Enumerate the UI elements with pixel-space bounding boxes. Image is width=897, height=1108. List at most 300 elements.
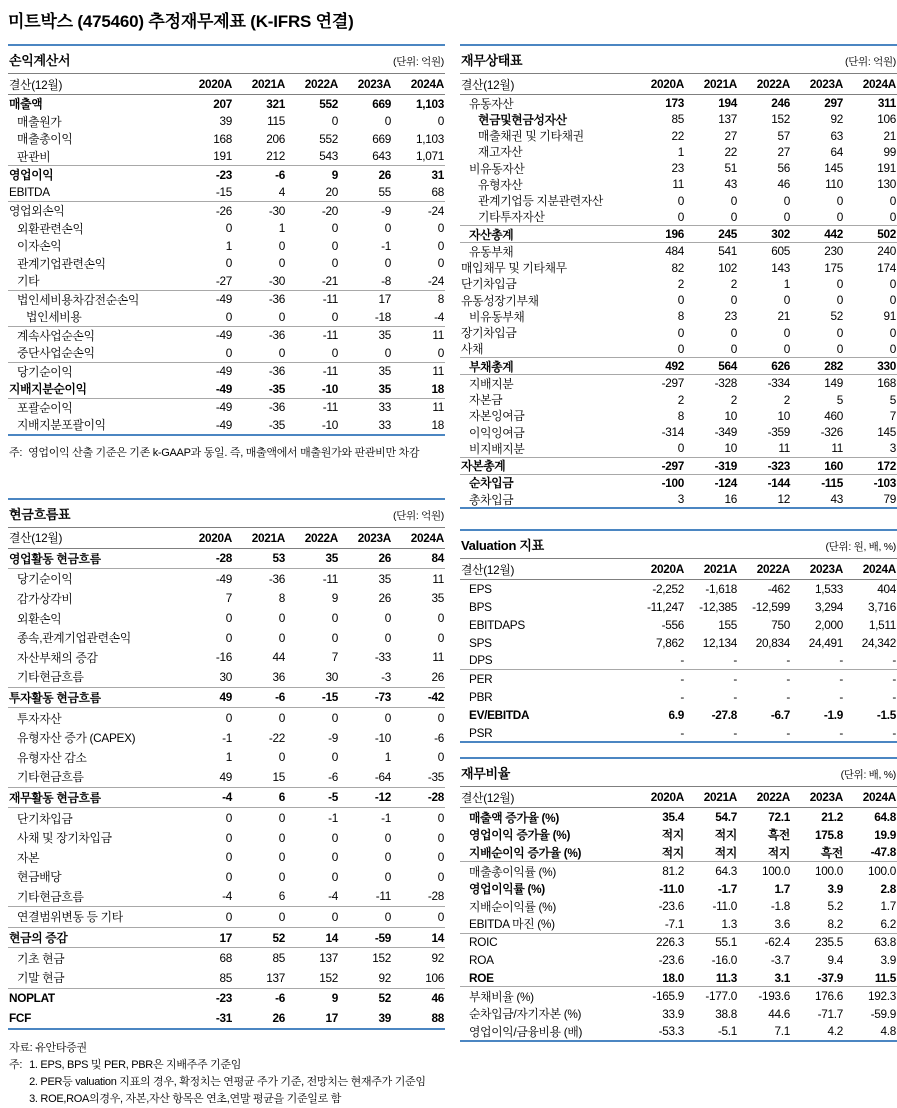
section-title: 재무비율 (461, 766, 511, 782)
cell-value: 6 (278, 790, 285, 805)
cell-value: - (680, 689, 684, 704)
cell-value: 194 (718, 96, 737, 111)
cell-value: 27 (777, 144, 790, 159)
cell-value: -11 (375, 889, 391, 904)
cell-value: -12,599 (752, 599, 790, 614)
cell-value: -35 (268, 417, 285, 432)
cell-value: - (786, 689, 790, 704)
table-row (8, 747, 445, 767)
cell-value: 0 (225, 345, 232, 360)
year-column-header: 2020A (650, 562, 684, 577)
section-title: 손익계산서 (9, 53, 71, 68)
table-row (460, 276, 897, 292)
cell-value: -30 (268, 203, 285, 218)
table-row (8, 947, 445, 968)
cell-value: 750 (771, 617, 790, 632)
cell-value: 4.8 (880, 1024, 896, 1039)
cell-value: 0 (437, 256, 444, 271)
table-row (8, 362, 445, 381)
cell-value: -11,247 (646, 599, 684, 614)
row-label: 자본잉여금 (469, 409, 525, 424)
cell-value: 35 (431, 591, 444, 606)
cell-value: 0 (384, 830, 391, 845)
cell-value: -319 (714, 458, 737, 473)
row-label: 이자손익 (17, 239, 62, 254)
cell-value: -20 (321, 203, 338, 218)
cell-value: - (839, 672, 843, 687)
cell-value: 1,511 (868, 617, 896, 632)
cell-value: 21 (883, 128, 896, 143)
row-label: FCF (9, 1010, 32, 1025)
cell-value: 5 (889, 392, 896, 407)
table-row (460, 861, 897, 880)
cell-value: 11 (432, 571, 444, 586)
cell-value: 0 (225, 309, 232, 324)
cell-value: 92 (431, 951, 444, 966)
row-label: 매입채무 및 기타채무 (461, 261, 567, 276)
cell-value: 26 (431, 669, 444, 684)
table-row (8, 148, 445, 166)
cell-value: 1 (677, 144, 684, 159)
cell-value: 0 (677, 341, 684, 356)
cell-value: 1,103 (415, 96, 444, 111)
cell-value: 3.9 (880, 952, 896, 967)
table-row (8, 255, 445, 273)
cell-value: 84 (431, 551, 444, 566)
cell-value: 0 (730, 293, 737, 308)
cell-value: 63.8 (874, 935, 896, 950)
cell-value: 0 (437, 909, 444, 924)
cell-value: 152 (319, 970, 338, 985)
cell-value: 91 (883, 309, 896, 324)
cell-value: 1.3 (721, 916, 737, 931)
cell-value: 0 (783, 293, 790, 308)
cell-value: 0 (278, 309, 285, 324)
notes-block (9, 1057, 445, 1108)
cell-value: - (733, 653, 737, 668)
year-column-header: 2021A (251, 530, 285, 545)
cell-value: 0 (225, 811, 232, 826)
cell-value: 16 (724, 492, 737, 507)
cell-value: 17 (325, 1010, 338, 1025)
cell-value: 0 (730, 209, 737, 224)
cell-value: 1,071 (415, 149, 444, 164)
financial-ratios-table (460, 757, 897, 1042)
table-row (460, 424, 897, 440)
row-label: 순차입금 (469, 476, 514, 491)
cell-value: 46 (431, 991, 444, 1006)
cell-value: 552 (319, 131, 338, 146)
table-row (8, 906, 445, 927)
cell-value: 0 (836, 209, 843, 224)
cell-value: 49 (219, 769, 232, 784)
row-label: 유동부채 (469, 244, 514, 259)
cell-value: 0 (437, 830, 444, 845)
cell-value: 8 (437, 292, 444, 307)
cell-value: 0 (278, 811, 285, 826)
year-column-header: 2023A (809, 77, 843, 91)
cell-value: 15 (272, 769, 285, 784)
cell-value: 3,294 (814, 599, 843, 614)
row-label: 매출총이익 (17, 132, 73, 147)
cell-value: 19.9 (874, 827, 896, 842)
cell-value: 102 (718, 260, 737, 275)
cell-value: 33.9 (662, 1006, 684, 1021)
cell-value: 33 (378, 400, 391, 415)
row-label: 사채 및 장기차입금 (17, 831, 112, 846)
row-label: 유형자산 감소 (17, 750, 87, 765)
cell-value: 64.8 (874, 810, 896, 825)
row-label: 매출원가 (17, 114, 62, 129)
cell-value: -177.0 (705, 989, 737, 1004)
cell-value: -35 (427, 769, 444, 784)
table-row (8, 728, 445, 748)
cell-value: - (892, 672, 896, 687)
cell-value: 53 (272, 551, 285, 566)
table-header (8, 46, 445, 74)
cell-value: -8 (381, 273, 391, 288)
table-row (460, 325, 897, 341)
row-label: 지배순이익률 (%) (469, 899, 556, 914)
row-label: 지배지분 (469, 376, 514, 391)
cell-value: -23.6 (658, 952, 684, 967)
cell-value: 2,000 (814, 617, 843, 632)
unit-label: (단위: 억원) (393, 509, 444, 522)
source-line: 자료: 유안타증권 (9, 1041, 87, 1054)
table-row (460, 474, 897, 491)
cell-value: -24 (427, 273, 444, 288)
cell-value: 6.9 (668, 707, 684, 722)
cell-value: -49 (215, 400, 232, 415)
year-column-header: 2021A (703, 790, 737, 805)
cell-value: -4 (434, 309, 444, 324)
cell-value: 0 (783, 209, 790, 224)
cell-value: -42 (427, 690, 444, 705)
table-row (460, 951, 897, 969)
cell-value: -28 (215, 551, 232, 566)
cell-value: -15 (321, 690, 338, 705)
table-row (460, 669, 897, 688)
cell-value: -9 (328, 730, 338, 745)
cell-value: -10 (321, 381, 338, 396)
row-label: 이익잉여금 (469, 425, 525, 440)
table-row (8, 308, 445, 326)
cell-value: 0 (384, 909, 391, 924)
cell-value: -36 (268, 328, 285, 343)
cell-value: 0 (278, 611, 285, 626)
row-label: 유형자산 증가 (CAPEX) (17, 731, 136, 746)
cell-value: -16 (215, 650, 232, 665)
table-row (460, 1005, 897, 1023)
cell-value: 0 (331, 221, 338, 236)
row-label: NOPLAT (9, 991, 55, 1006)
table-row (460, 491, 897, 507)
row-label: 투자자산 (17, 711, 62, 726)
table-row (460, 341, 897, 357)
cell-value: -326 (820, 425, 843, 440)
table-row (460, 634, 897, 652)
cell-value: 적지 (661, 845, 684, 860)
cell-value: 0 (889, 193, 896, 208)
cell-value: -6 (434, 730, 444, 745)
year-column-header: 2021A (251, 77, 285, 91)
cell-value: 0 (225, 221, 232, 236)
cell-value: 0 (889, 209, 896, 224)
cell-value: 100.0 (761, 864, 790, 878)
table-row (8, 95, 445, 113)
cell-value: 5.2 (827, 899, 843, 914)
row-label: 재무활동 현금흐름 (9, 790, 101, 805)
cell-value: 22 (724, 144, 737, 159)
cell-value: -1.9 (823, 707, 843, 722)
table-row (8, 398, 445, 417)
note-line: 3. ROE,ROA의경우, 자본,자산 항목은 연초,연말 평균을 기준일로 함 (29, 1092, 342, 1105)
cell-value: 226.3 (655, 935, 684, 950)
row-label: 매출액 증가율 (%) (469, 810, 559, 825)
cell-value: 192.3 (867, 989, 896, 1004)
cell-value: - (892, 725, 896, 740)
cell-value: -59.9 (870, 1006, 896, 1021)
cell-value: 230 (824, 244, 843, 259)
cell-value: 26 (272, 1010, 285, 1025)
row-label: EBITDA (9, 185, 50, 200)
cell-value: 0 (730, 325, 737, 340)
table-row (460, 933, 897, 952)
year-column-header: 2024A (410, 77, 444, 91)
cell-value: 0 (677, 441, 684, 456)
table-row (460, 808, 897, 826)
section-title: Valuation 지표 (461, 538, 544, 554)
cell-value: 7 (889, 408, 896, 423)
cell-value: 0 (278, 850, 285, 865)
cell-value: -6.7 (770, 707, 790, 722)
cell-value: 54.7 (715, 810, 737, 825)
table-row (460, 1023, 897, 1041)
cell-value: 43 (724, 177, 737, 192)
table-header (460, 531, 897, 559)
table-row (8, 667, 445, 687)
cell-value: -49 (215, 292, 232, 307)
table-row (460, 706, 897, 724)
cell-value: 0 (836, 276, 843, 291)
unit-label: (단위: 배, %) (840, 769, 896, 782)
cell-value: 152 (771, 112, 790, 127)
cell-value: 2 (783, 392, 790, 407)
cell-value: 2 (730, 392, 737, 407)
cell-value: 36 (272, 669, 285, 684)
cell-value: -314 (661, 425, 684, 440)
cell-value: - (786, 725, 790, 740)
row-label: 판관비 (17, 149, 51, 164)
cell-value: 564 (718, 359, 737, 374)
cell-value: -1 (381, 238, 391, 253)
cell-value: 99 (883, 144, 896, 159)
cell-value: 492 (665, 359, 684, 374)
cell-value: -165.9 (652, 989, 684, 1004)
row-label: PBR (469, 689, 493, 704)
cell-value: 110 (825, 177, 843, 192)
cell-value: 38.8 (715, 1006, 737, 1021)
table-row (8, 707, 445, 728)
cell-value: 7 (331, 650, 338, 665)
cell-value: 64 (830, 144, 843, 159)
cell-value: 52 (378, 991, 391, 1006)
cell-value: 0 (278, 238, 285, 253)
table-row (8, 628, 445, 648)
cell-value: 0 (278, 830, 285, 845)
row-label: 기타현금흐름 (17, 889, 84, 904)
cell-value: 3,716 (867, 599, 896, 614)
cell-value: 79 (883, 492, 896, 507)
cell-value: 10 (777, 408, 790, 423)
cell-value: -59 (374, 930, 391, 945)
fiscal-label: 결산(12월) (9, 77, 63, 92)
cell-value: 106 (877, 112, 896, 127)
cell-value: 100.0 (867, 864, 896, 878)
valuation-table (460, 529, 897, 743)
cell-value: 7.1 (774, 1024, 790, 1039)
cell-value: 35 (378, 328, 391, 343)
row-label: 비지배지분 (469, 441, 525, 456)
cell-value: 49 (219, 690, 232, 705)
cell-value: 168 (213, 131, 232, 146)
cell-value: 0 (225, 256, 232, 271)
cell-value: - (839, 653, 843, 668)
row-label: 자본금 (469, 393, 503, 408)
column-header-row (460, 559, 897, 580)
cell-value: -47.8 (870, 845, 896, 860)
cell-value: 0 (889, 293, 896, 308)
table-row (8, 237, 445, 255)
cell-value: -23 (215, 991, 232, 1006)
table-row (460, 580, 897, 598)
year-column-header: 2023A (357, 530, 391, 545)
row-label: 기말 현금 (17, 971, 65, 986)
year-column-header: 2024A (862, 77, 896, 91)
table-row (460, 193, 897, 209)
row-label: 당기순이익 (17, 572, 73, 587)
table-row (460, 826, 897, 844)
table-row (460, 144, 897, 160)
cell-value: 12,134 (702, 635, 737, 650)
cell-value: -49 (215, 364, 232, 379)
cell-value: 1 (225, 238, 232, 253)
cell-value: 85 (671, 112, 684, 127)
cell-value: -36 (268, 400, 285, 415)
table-row (460, 408, 897, 424)
cell-value: 0 (836, 325, 843, 340)
cell-value: 51 (724, 161, 737, 176)
cell-value: -3.7 (770, 952, 790, 967)
cell-value: 0 (437, 850, 444, 865)
row-label: 기타 (17, 274, 40, 289)
cell-value: 191 (213, 149, 232, 164)
cell-value: 23 (724, 309, 737, 324)
table-row (460, 260, 897, 276)
cell-value: -36 (268, 292, 285, 307)
balance-sheet-table (460, 44, 897, 509)
cell-value: -33 (374, 650, 391, 665)
cell-value: 92 (830, 112, 843, 127)
cell-value: 173 (665, 96, 684, 111)
cell-value: 543 (319, 149, 338, 164)
cell-value: 0 (331, 238, 338, 253)
cell-value: - (680, 653, 684, 668)
cell-value: 85 (219, 970, 232, 985)
table-row (8, 344, 445, 362)
cell-value: 3 (889, 441, 896, 456)
cell-value: - (839, 725, 843, 740)
cell-value: 0 (278, 869, 285, 884)
cell-value: - (839, 689, 843, 704)
cell-value: -73 (374, 690, 391, 705)
year-column-header: 2023A (809, 562, 843, 577)
cell-value: -53.3 (658, 1024, 684, 1039)
cell-value: 35 (378, 381, 391, 396)
table-row (460, 242, 897, 259)
cell-value: 9 (331, 167, 338, 182)
cell-value: - (892, 653, 896, 668)
row-label: 비유동자산 (469, 161, 525, 176)
table-row (8, 165, 445, 184)
row-label: 유동성장기부채 (461, 293, 539, 308)
row-label: EPS (469, 582, 492, 597)
unit-label: (단위: 억원) (393, 56, 444, 68)
table-row (8, 416, 445, 434)
table-row (8, 184, 445, 202)
table-row (460, 392, 897, 408)
row-label: 매출액 (9, 97, 43, 112)
cell-value: -21 (321, 273, 338, 288)
row-label: 관계기업관련손익 (17, 256, 106, 271)
cell-value: 18 (431, 381, 444, 396)
cell-value: 311 (877, 96, 896, 111)
cell-value: 0 (225, 711, 232, 726)
row-label: 영업이익 (9, 168, 54, 183)
row-label: 단기차입금 (17, 811, 73, 826)
cell-value: 0 (331, 114, 338, 129)
cell-value: 11 (672, 177, 684, 192)
cell-value: 137 (319, 951, 338, 966)
cell-value: 1.7 (880, 899, 896, 914)
income-statement-note (9, 444, 445, 460)
table-row (8, 927, 445, 948)
cell-value: 168 (877, 376, 896, 391)
cell-value: 0 (783, 341, 790, 356)
cell-value: 11 (432, 400, 444, 415)
table-row (8, 988, 445, 1009)
cell-value: -15 (215, 185, 232, 200)
cell-value: -462 (767, 582, 790, 597)
row-label: 지배지분포괄이익 (17, 418, 106, 433)
row-label: 순차입금/자기자본 (%) (469, 1007, 582, 1022)
year-column-header: 2022A (304, 77, 338, 91)
cell-value: 18.0 (662, 970, 684, 985)
cell-value: 0 (384, 345, 391, 360)
cell-value: 0 (437, 750, 444, 765)
column-header-row (8, 528, 445, 549)
row-label: EV/EBITDA (469, 707, 530, 722)
cell-value: 2 (677, 392, 684, 407)
fiscal-label: 결산(12월) (461, 562, 515, 577)
row-label: SPS (469, 635, 492, 650)
cell-value: 130 (877, 177, 896, 192)
cell-value: 0 (384, 869, 391, 884)
row-label: 당기순이익 (17, 364, 73, 379)
row-label: PER (469, 672, 493, 687)
cell-value: -23 (215, 167, 232, 182)
cell-value: 3.1 (774, 970, 790, 985)
